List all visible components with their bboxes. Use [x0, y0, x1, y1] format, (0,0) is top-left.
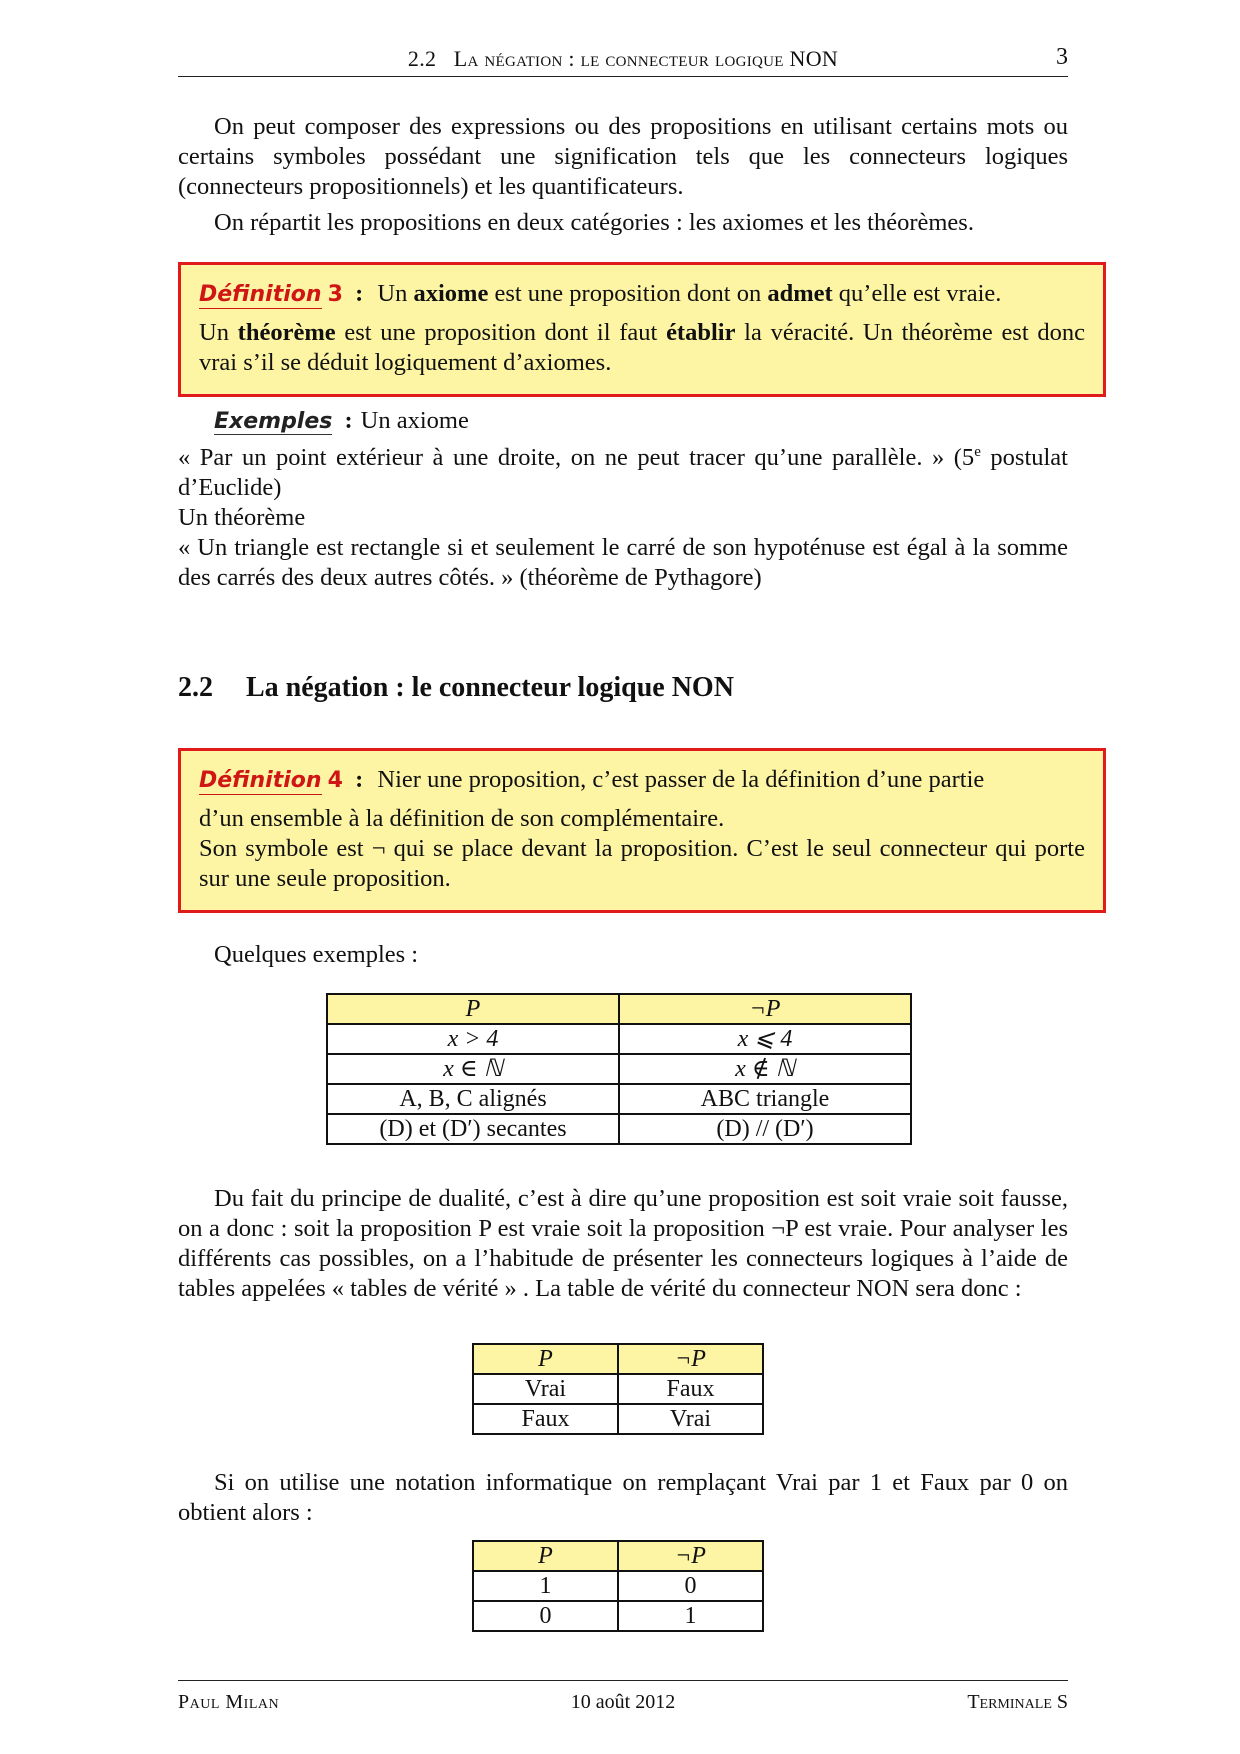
section-heading: [178, 672, 734, 704]
definition-3-text: est une proposition dont on: [488, 280, 768, 307]
truth-table-non: [472, 1343, 764, 1435]
duality-paragraph: Du fait du principe de dualité, c’est à dire qu’une proposition est soit vraie soit fausse, on a donc : soit la proposition P est vraie soit la proposition ¬P est vraie. Pour analyser les différents cas possibles, on a l’habitude de présenter les connecteurs logiques à l’aide de tables appelées « tables de vérité » . La table de vérité du connecteur NON sera donc :: [178, 1185, 1068, 1302]
definition-3-box: [178, 262, 1106, 397]
header-title: [178, 46, 1068, 72]
table-cell: x ∈ ℕ: [327, 1054, 619, 1084]
table-header-cell: ¬P: [618, 1541, 763, 1571]
definition-4-number: 4: [327, 768, 343, 793]
examples-colon: :: [344, 407, 353, 434]
definition-3-label: Définition: [199, 282, 322, 307]
examples-block: [178, 406, 1068, 593]
binary-paragraph: Si on utilise une notation informatique on remplaçant Vrai par 1 et Faux par 0 on obtient alors :: [178, 1469, 1068, 1526]
table-header-cell: P: [473, 1541, 618, 1571]
definition-3-colon: :: [355, 280, 364, 307]
axiom-quote: « Par un point extérieur à une droite, on ne peut tracer qu’une parallèle. » (5: [178, 444, 975, 472]
table-cell: 0: [618, 1571, 763, 1601]
page-number: 3: [1056, 44, 1068, 70]
table-row: [327, 1114, 911, 1144]
footer-date: 10 août 2012: [570, 1691, 676, 1713]
table-cell: Vrai: [618, 1404, 763, 1434]
theorem-example-text: « Un triangle est rectangle si et seulement le carré de son hypoténuse est égal à la somme des carrés des deux autres côtés. » (théorème de Pythagore): [178, 534, 1068, 592]
definition-4-colon: :: [355, 766, 364, 793]
term-axiome: axiome: [413, 280, 489, 307]
table-cell: Faux: [618, 1374, 763, 1404]
definition-3-number: 3: [327, 282, 343, 307]
table-row: [473, 1601, 763, 1631]
table-row: [327, 1054, 911, 1084]
intro-paragraph-2: On répartit les propositions en deux catégories : les axiomes et les théorèmes.: [214, 209, 974, 236]
definition-3-text: est une proposition dont il faut: [335, 319, 667, 346]
table-header-cell: ¬P: [619, 994, 911, 1024]
definition-3-text: la véracité. Un théorème est donc vrai s’il se déduit logiquement d’axiomes.: [199, 319, 1085, 376]
definition-4-label: Définition: [199, 768, 322, 793]
table-cell: (D) et (D′) secantes: [327, 1114, 619, 1144]
definition-3-text: Un: [199, 319, 238, 346]
table-cell: Faux: [473, 1404, 618, 1434]
header-section-title: La négation : le connecteur logique NON: [453, 46, 839, 71]
intro-block: [178, 112, 1068, 238]
table-cell: x ∉ ℕ: [619, 1054, 911, 1084]
intro-paragraph-1: On peut composer des expressions ou des propositions en utilisant certains mots ou certains symboles possédant une signification tels que les connecteurs logiques (connecteurs propositionnels) et les quantificateurs.: [178, 113, 1068, 200]
table-row: [327, 1024, 911, 1054]
table-header-row: [327, 994, 911, 1024]
table-header-cell: P: [327, 994, 619, 1024]
axiom-example-text: [178, 437, 1068, 503]
definition-4-text: Nier une proposition, c’est passer de la définition d’une partie: [377, 766, 985, 793]
axiom-source: postulat d’Euclide): [178, 444, 1068, 502]
table-header-cell: ¬P: [618, 1344, 763, 1374]
table-row: [473, 1404, 763, 1434]
table-header-row: [473, 1344, 763, 1374]
table-cell: x > 4: [327, 1024, 619, 1054]
section-title: La négation : le connecteur logique NON: [246, 672, 734, 703]
running-header: [178, 44, 1068, 77]
term-admet: admet: [767, 280, 833, 307]
theorem-example-title: Un théorème: [178, 504, 306, 532]
definition-3-text: Un: [377, 280, 414, 307]
table-row: [473, 1374, 763, 1404]
table-cell: 1: [618, 1601, 763, 1631]
table-cell: ABC triangle: [619, 1084, 911, 1114]
footer-author: Paul Milan: [178, 1691, 280, 1713]
running-footer: [178, 1680, 1068, 1721]
definition-4-text: Son symbole est ¬ qui se place devant la proposition. C’est le seul connecteur qui porte sur une seule proposition.: [199, 835, 1085, 892]
examples-label: Exemples: [214, 409, 333, 434]
examples-intro: Quelques exemples :: [214, 941, 419, 968]
section-number: 2.2: [178, 672, 213, 703]
table-cell: x ⩽ 4: [619, 1024, 911, 1054]
binary-truth-table: [472, 1540, 764, 1632]
table-row: [473, 1571, 763, 1601]
table-cell: 0: [473, 1601, 618, 1631]
table-cell: A, B, C alignés: [327, 1084, 619, 1114]
header-section-number: 2.2: [407, 46, 437, 71]
term-etablir: établir: [666, 319, 736, 346]
table-header-cell: P: [473, 1344, 618, 1374]
negation-examples-table: [326, 993, 912, 1145]
axiom-example-title: Un axiome: [360, 407, 469, 434]
definition-4-box: [178, 748, 1106, 913]
term-theoreme: théorème: [237, 319, 336, 346]
table-cell: (D) // (D′): [619, 1114, 911, 1144]
document-page: [178, 0, 1085, 1754]
table-cell: 1: [473, 1571, 618, 1601]
table-header-row: [473, 1541, 763, 1571]
definition-3-text: qu’elle est vraie.: [832, 280, 1002, 307]
axiom-superscript: e: [974, 444, 981, 460]
table-cell: Vrai: [473, 1374, 618, 1404]
definition-4-text: d’un ensemble à la définition de son complémentaire.: [199, 805, 725, 832]
table-row: [327, 1084, 911, 1114]
footer-class: Terminale S: [967, 1691, 1068, 1713]
